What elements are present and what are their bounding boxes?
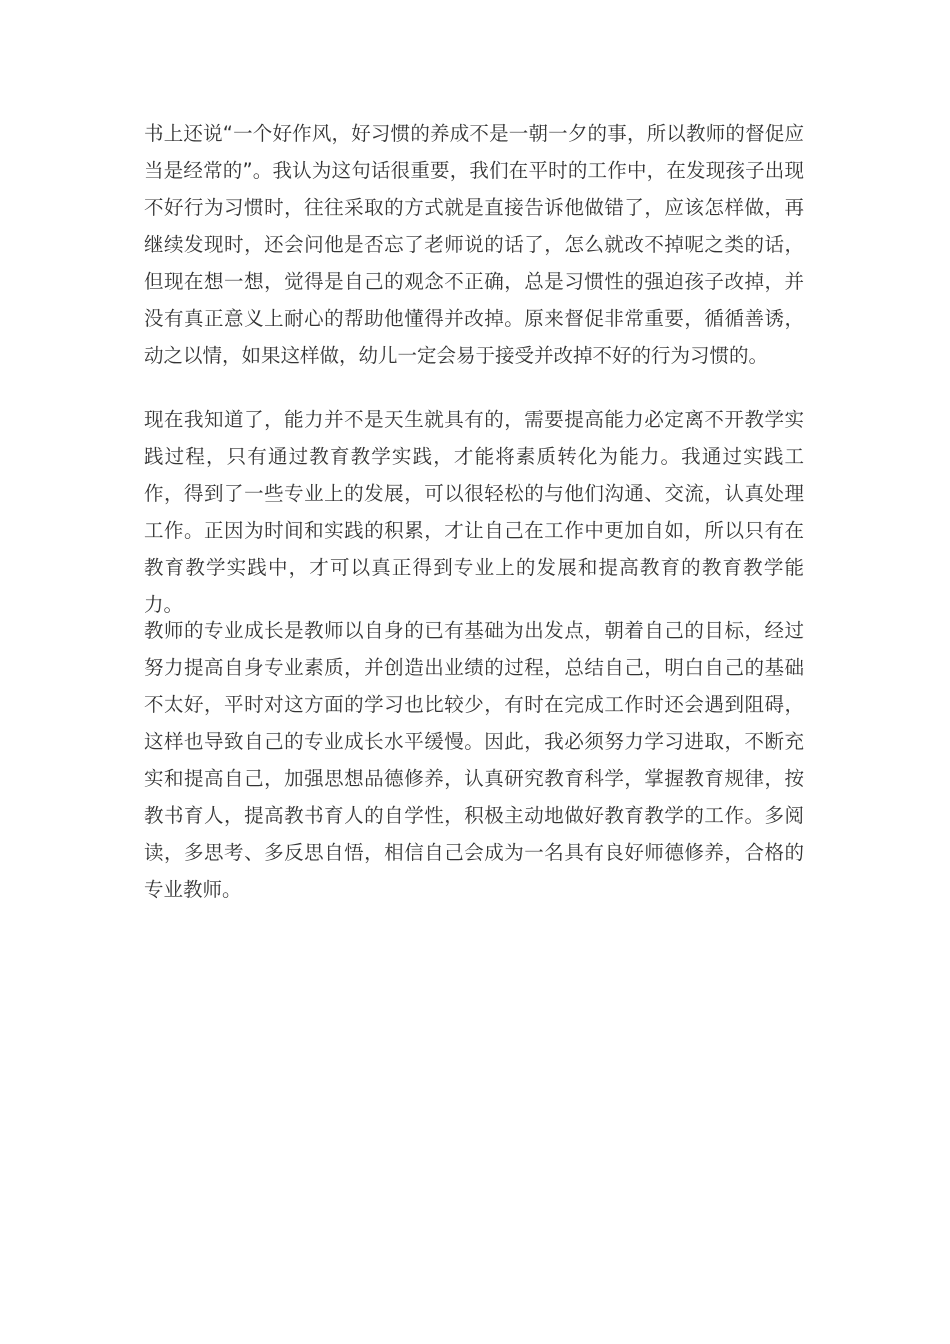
paragraph-1: 书上还说“一个好作风，好习惯的养成不是一朝一夕的事，所以教师的督促应当是经常的”。我认为这句话很重要，我们在平时的工作中，在发现孩子出现不好行为习惯时，往往采取的方式就是直接告诉他做错了，应该怎样做，再继续发现时，还会问他是否忘了老师说的话了，怎么就改不掉呢之类的话，但现在想一想，觉得是自己的观念不正确，总是习惯性的强迫孩子改掉，并没有真正意义上耐心的帮助他懂得并改掉。原来督促非常重要，循循善诱，动之以情，如果这样做，幼儿一定会易于接受并改掉不好的行为习惯的。: [144, 122, 804, 367]
paragraph-2: 现在我知道了，能力并不是天生就具有的，需要提高能力必定离不开教学实践过程，只有通过教育教学实践，才能将素质转化为能力。我通过实践工作，得到了一些专业上的发展，可以很轻松的与他们沟通、交流，认真处理工作。正因为时间和实践的积累，才让自己在工作中更加自如，所以只有在教育教学实践中，才可以真正得到专业上的发展和提高教育的教育教学能力。: [144, 408, 804, 616]
paragraph-3: 教师的专业成长是教师以自身的已有基础为出发点，朝着自己的目标，经过努力提高自身专业素质，并创造出业绩的过程，总结自己，明白自己的基础不太好，平时对这方面的学习也比较少，有时在完成工作时还会遇到阻碍，这样也导致自己的专业成长水平缓慢。因此，我必须努力学习进取，不断充实和提高自己，加强思想品德修养，认真研究教育科学，掌握教育规律，按教书育人，提高教书育人的自学性，积极主动地做好教育教学的工作。多阅读，多思考、多反思自悟，相信自己会成为一名具有良好师德修养，合格的专业教师。: [144, 619, 804, 901]
